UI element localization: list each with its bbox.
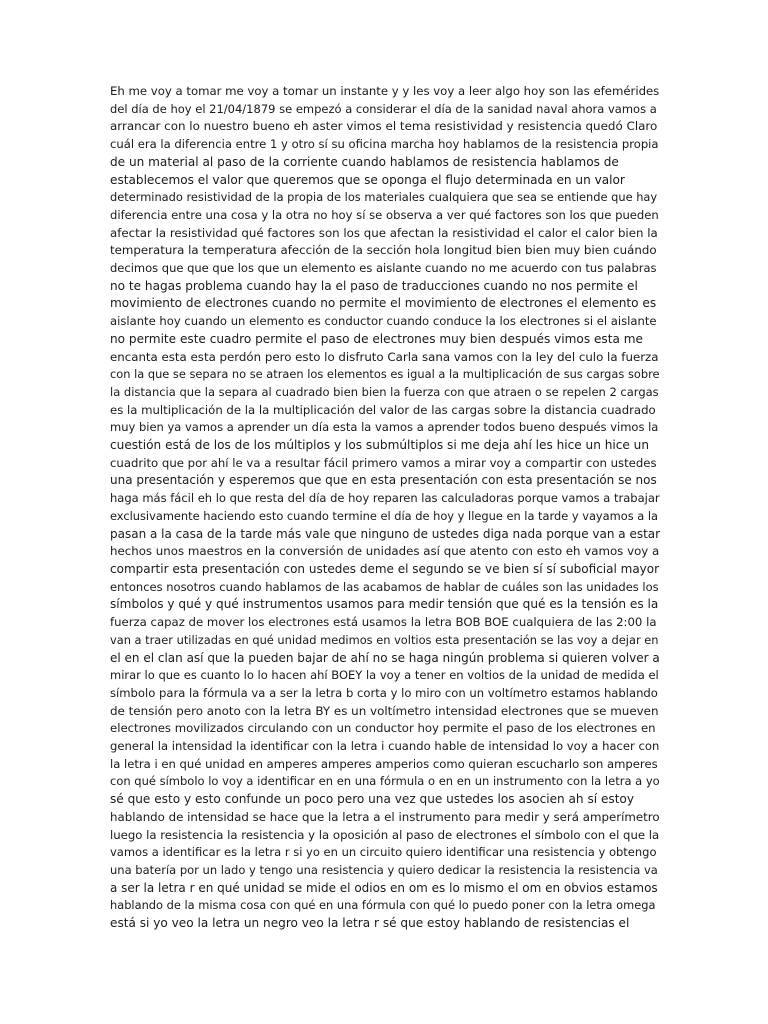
text-line: movimiento de electrones cuando no permite el movimiento de electrones el elemento es	[110, 296, 657, 311]
text-line: general la intensidad la identificar con la letra i cuando hable de intensidad lo voy a hacer con	[110, 739, 660, 754]
text-line: temperatura la temperatura afección de la sección hola longitud bien bien muy bien cuándo	[110, 243, 657, 258]
text-line: electrones movilizados circulando con un conductor hoy permite el paso de los electrones en	[110, 721, 656, 736]
text-line: luego la resistencia la resistencia y la oposición al paso de electrones el símbolo con el que la	[110, 827, 660, 842]
text-line: la distancia que la separa al cuadrado bien bien la fuerza con que atraen o se repelen 2 cargas	[110, 384, 659, 399]
text-line: a ser la letra r en qué unidad se mide el odios en om es lo mismo el om en obvios estamos	[110, 880, 658, 895]
text-line: encanta esta esta perdón pero esto lo disfruto Carla sana vamos con la ley del culo la fuerza	[110, 349, 659, 364]
text-line: de un material al paso de la corriente cuando hablamos de resistencia hablamos de	[110, 154, 619, 169]
text-line: aislante hoy cuando un elemento es conductor cuando conduce la los electrones si el aislante	[110, 314, 657, 329]
text-line: mirar lo que es cuanto lo lo hacen ahí BOEY la voy a tener en voltios de la unidad de medida el	[110, 668, 659, 683]
text-line: entonces nosotros cuando hablamos de las acabamos de hablar de cuáles son las unidades los	[110, 579, 659, 594]
text-line: con la que se separa no se atraen los elementos es igual a la multiplicación de sus cargas sobre	[110, 367, 660, 382]
text-line: símbolos y qué y qué instrumentos usamos para medir tensión que qué es la tensión es la	[110, 597, 659, 612]
text-line: hechos unos maestros en la conversión de unidades así que atento con esto eh vamos voy a	[110, 544, 660, 559]
text-line: establecemos el valor que queremos que se oponga el flujo determinada en un valor	[110, 172, 625, 187]
text-line: sé que esto y esto confunde un poco pero una vez que ustedes los asocien ah sí estoy	[110, 792, 634, 807]
text-line: está si yo veo la letra un negro veo la letra r sé que estoy hablando de resistencias el	[110, 916, 630, 931]
text-line: van a traer utilizadas en qué unidad medimos en voltios esta presentación se las voy a dejar en	[110, 632, 659, 647]
text-line: cuadrito que por ahí le va a resultar fácil primero vamos a mirar voy a compartir con ustedes	[110, 455, 657, 470]
text-line: vamos a identificar es la letra r si yo en un circuito quiero identificar una resistencia y obtengo	[110, 845, 657, 860]
text-line: fuerza capaz de mover los electrones está usamos la letra BOB BOE cualquiera de las 2:00 la	[110, 615, 657, 630]
text-line: arrancar con lo nuestro bueno eh aster vimos el tema resistividad y resistencia quedó Claro	[110, 119, 658, 134]
text-line: determinado resistividad de la propia de los materiales cualquiera que sea se entiende que hay	[110, 190, 658, 205]
text-line: Eh me voy a tomar me voy a tomar un instante y y les voy a leer algo hoy son las efemérides	[110, 84, 660, 98]
text-line: de tensión pero anoto con la letra BY es un voltímetro intensidad electrones que se mueven	[110, 703, 659, 718]
text-line: es la multiplicación de la la multiplicación del valor de las cargas sobre la distancia cuadrado	[110, 402, 656, 417]
text-line: hablando de la misma cosa con qué en una fórmula con qué lo puedo poner con la letra omega	[110, 898, 656, 913]
text-line: compartir esta presentación con ustedes deme el segundo se ve bien sí sí suboficial mayor	[110, 561, 660, 576]
text-line: muy bien ya vamos a aprender un día esta la vamos a aprender todos bueno después vimos la	[110, 420, 659, 435]
text-line: decimos que que que los que un elemento es aislante cuando no me acuerdo con tus palabras	[110, 261, 657, 276]
text-line: con qué símbolo lo voy a identificar en en una fórmula o en en un instrumento con la letra a yo	[110, 774, 660, 789]
text-line: no te hagas problema cuando hay la el paso de traducciones cuando no nos permite el	[110, 278, 638, 293]
text-line: una batería por un lado y tengo una resistencia y quiero dedicar la resistencia la resistencia va	[110, 862, 658, 877]
text-line: del día de hoy el 21/04/1879 se empezó a considerar el día de la sanidad naval ahora vamos a	[110, 101, 657, 116]
text-line: la letra i en qué unidad en amperes amperes amperios como quieran escucharlo son amperes	[110, 756, 658, 771]
text-line: hablando de intensidad se hace que la letra a el instrumento para medir y será amperímetro	[110, 809, 660, 824]
text-line: cuestión está de los de los múltiplos y los submúltiplos si me deja ahí les hice un hice un	[110, 438, 650, 453]
text-line: no permite este cuadro permite el paso de electrones muy bien después vimos esta me	[110, 331, 643, 346]
text-line: exclusivamente haciendo esto cuando termine el día de hoy y llegue en la tarde y vayamos a la	[110, 508, 659, 523]
text-line: símbolo para la fórmula va a ser la letra b corta y lo miro con un voltímetro estamos hablando	[110, 685, 658, 700]
text-line: una presentación y esperemos que que en esta presentación con esta presentación se nos	[110, 473, 657, 488]
text-line: cuál era la diferencia entre 1 y otro sí su oficina marcha hoy hablamos de la resistencia propia	[110, 137, 659, 152]
transcript-paragraph	[110, 83, 660, 933]
text-line: haga más fácil eh lo que resta del día de hoy reparen las calculadoras porque vamos a trabajar	[110, 491, 660, 506]
text-line: pasan a la casa de la tarde más vale que ninguno de ustedes diga nada porque van a estar	[110, 526, 661, 541]
text-line: diferencia entre una cosa y la otra no hoy sí se observa a ver qué factores son los que pueden	[110, 207, 659, 222]
text-line: el en el clan así que la pueden bajar de ahí no se haga ningún problema si quieren volver a	[110, 650, 660, 665]
text-line: afectar la resistividad qué factores son los que afectan la resistividad el calor el calor bien la	[110, 225, 658, 240]
